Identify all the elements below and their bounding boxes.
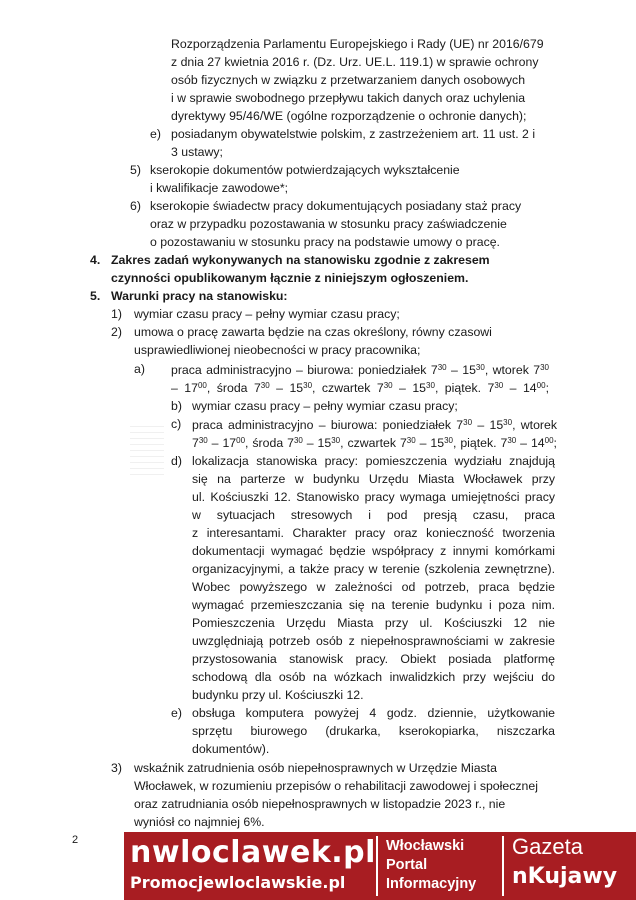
section-heading: Zakres zadań wykonywanych na stanowisku zgodnie z zakresem — [111, 253, 490, 267]
text-line: schodową dla osób na wózkach inwalidzkich przy wejściu do — [192, 670, 555, 684]
text-line: obsługa komputera powyżej 4 godz. dziennie, użytkowanie — [192, 706, 555, 720]
text-line: umowa o pracę zawarta będzie na czas określony, równy czasowi — [134, 325, 492, 339]
text-line: Wobec powyższego w zależności od potrzeb, praca będzie — [192, 580, 555, 594]
list-marker: d) — [171, 454, 182, 468]
site-link-promocje[interactable]: Promocjewloclawskie.pl — [130, 873, 346, 892]
portal-label: Włocławski Portal Informacyjny — [386, 838, 477, 892]
gazeta-label: Gazeta — [512, 834, 583, 859]
scan-artifact — [130, 426, 164, 476]
text-line: i kwalifikacje zawodowe*; — [150, 181, 289, 195]
list-marker: 1) — [111, 307, 122, 321]
text-line: uwzględniają potrzeb osób z niepełnosprawnościami w zakresie — [192, 634, 555, 648]
text-line: osób fizycznych w związku z przetwarzaniem danych osobowych — [171, 73, 526, 87]
list-marker: 3) — [111, 761, 122, 775]
text-line: się na parterze w budynku Urzędu Miasta Włocławek przy — [192, 472, 555, 486]
section-number: 4. — [90, 253, 101, 267]
list-marker: b) — [171, 399, 182, 413]
text-line: wymiar czasu pracy – pełny wymiar czasu pracy; — [192, 399, 458, 413]
publisher-banner[interactable] — [124, 832, 636, 900]
section-heading: Warunki pracy na stanowisku: — [111, 289, 288, 303]
text-line: dokumentów). — [192, 742, 270, 756]
text-line: posiadanym obywatelstwie polskim, z zastrzeżeniem art. 11 ust. 2 i — [171, 127, 536, 141]
text-line: sprzętu biurowego (drukarka, kserokopiarka, niszczarka — [192, 724, 555, 738]
work-schedule-a: praca administracyjno – biurowa: poniedziałek $7^{30} - 15^{30}$, wtorek $7^{30} - 17^{00}$, środa $7^{30} - 15^{30}$, czwartek $7^{30} - 15^{30}$, piątek. $7^{30} - 14^{00}$; — [171, 363, 549, 395]
work-schedule-c: praca administracyjno – biurowa: poniedziałek $7^{30} - 15^{30}$, wtorek $7^{30} - 17^{00}$, środa $7^{30} - 15^{30}$, czwartek $7^{30} - 15^{30}$, piątek. $7^{30} - 14^{00}$; — [192, 418, 557, 450]
list-marker: 2) — [111, 325, 122, 339]
list-marker: 6) — [130, 199, 141, 213]
text-line: oraz zatrudniania osób niepełnosprawnych w listopadzie 2023 r., nie — [134, 797, 506, 811]
text-line: Rozporządzenia Parlamentu Europejskiego i Rady (UE) nr 2016/679 — [171, 37, 544, 51]
text-line: wymiar czasu pracy – pełny wymiar czasu pracy; — [134, 307, 400, 321]
text-line: o pozostawaniu w stosunku pracy na podstawie umowy o pracę. — [150, 235, 500, 249]
text-line: usprawiedliwionej nieobecności w pracy pracownika; — [134, 343, 421, 357]
section-heading: czynności opublikowanym łącznie z niniejszym ogłoszeniem. — [111, 271, 469, 285]
site-logo-nwloclawek[interactable]: nwloclawek.pl — [130, 835, 376, 870]
text-line: wymagać przemieszczania się na terenie budynku i poza nim. — [192, 598, 555, 612]
section-number: 5. — [90, 289, 101, 303]
gazeta-logo-nkujawy[interactable]: nKujawy — [512, 864, 618, 889]
text-line: Pomieszczenia Urzędu Miasta przy ul. Kościuszki 12 nie — [192, 616, 555, 630]
text-line: ul. Kościuszki 12. Stanowisko pracy wymaga umiejętności pracy — [192, 490, 555, 504]
text-line: wskaźnik zatrudnienia osób niepełnosprawnych w Urzędzie Miasta — [134, 761, 497, 775]
list-marker: e) — [150, 127, 161, 141]
list-marker: c) — [171, 417, 182, 431]
banner-divider — [502, 836, 504, 896]
text-line: z interesantami. Charakter pracy oraz konieczność tworzenia — [192, 526, 555, 540]
list-marker: e) — [171, 706, 182, 720]
page-number: 2 — [72, 834, 79, 846]
text-line: wyniósł co najmniej 6%. — [134, 815, 265, 829]
text-line: dyrektywy 95/46/WE (ogólne rozporządzenie o ochronie danych); — [171, 109, 527, 123]
text-line: przystosowania stanowisk pracy. Obiekt posiada platformę — [192, 652, 555, 666]
text-line: lokalizacja stanowiska pracy: pomieszczenia wydziału znajdują — [192, 454, 555, 468]
banner-divider — [376, 836, 378, 896]
list-marker: a) — [134, 362, 145, 376]
text-line: z dnia 27 kwietnia 2016 r. (Dz. Urz. UE.L. 119.1) w sprawie ochrony — [171, 55, 539, 69]
text-line: budynku przy ul. Kościuszki 12. — [192, 688, 364, 702]
list-marker: 5) — [130, 163, 141, 177]
text-line: oraz w przypadku pozostawania w stosunku pracy zaświadczenie — [150, 217, 507, 231]
text-line: Włocławek, w rozumieniu przepisów o rehabilitacji zawodowej i społecznej — [134, 779, 538, 793]
text-line: w sytuacjach stresowych i pod presją czasu, praca — [192, 508, 555, 522]
text-line: kserokopie dokumentów potwierdzających wykształcenie — [150, 163, 460, 177]
text-line: dokumentacji wymagać będzie współpracy z innymi komórkami — [192, 544, 555, 558]
text-line: 3 ustawy; — [171, 145, 223, 159]
text-line: kserokopie świadectw pracy dokumentujących posiadany staż pracy — [150, 199, 522, 213]
text-line: organizacyjnymi, a także pracy w terenie (szkolenia zewnętrzne). — [192, 562, 555, 576]
text-line: i w sprawie swobodnego przepływu takich danych oraz uchylenia — [171, 91, 526, 105]
